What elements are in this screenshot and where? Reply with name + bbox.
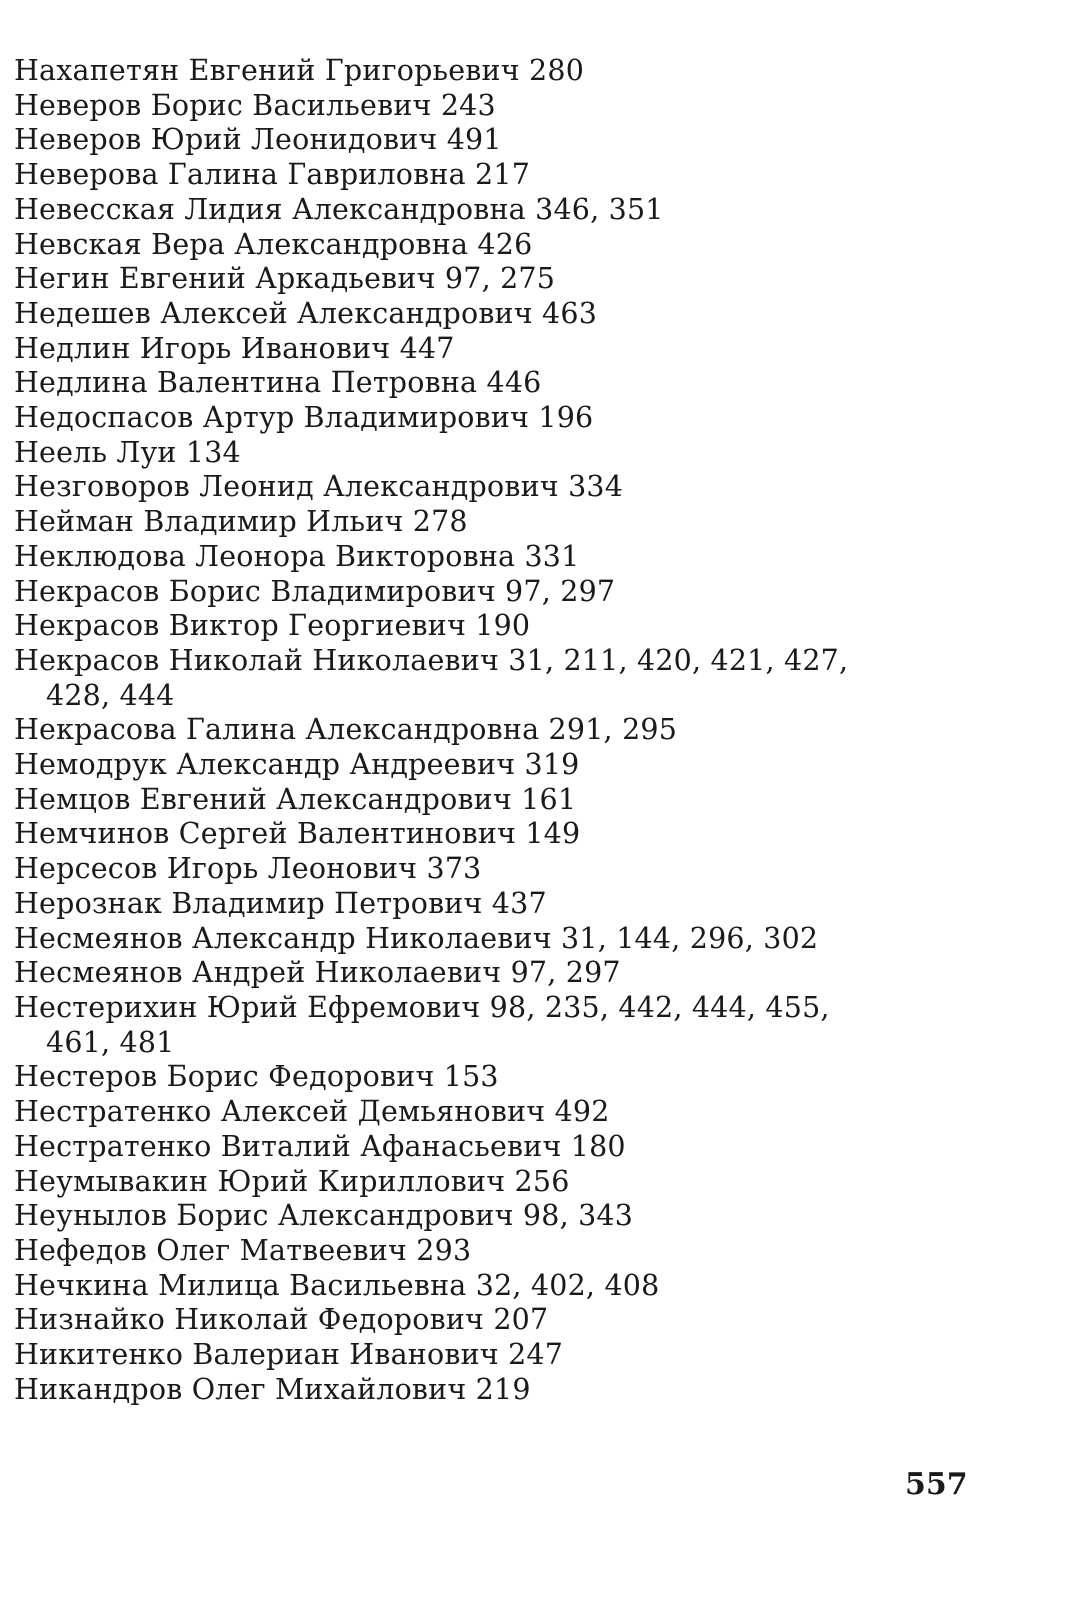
index-entry: Нечкина Милица Васильевна 32, 402, 408 xyxy=(14,1268,660,1302)
index-entry: Невесская Лидия Александровна 346, 351 xyxy=(14,192,664,226)
index-entry: Нестерихин Юрий Ефремович 98, 235, 442, 444, 455, xyxy=(14,990,830,1024)
index-entry-continuation: 428, 444 xyxy=(46,678,175,712)
index-entry: Негин Евгений Аркадьевич 97, 275 xyxy=(14,262,556,296)
index-entry: Недоспасов Артур Владимирович 196 xyxy=(14,401,594,435)
index-entry: Недешев Алексей Александрович 463 xyxy=(14,296,598,330)
index-entry: Недлина Валентина Петровна 446 xyxy=(14,366,542,400)
index-entry: Нерознак Владимир Петрович 437 xyxy=(14,886,547,920)
index-entry: Некрасов Виктор Георгиевич 190 xyxy=(14,609,531,643)
index-entry: Нефедов Олег Матвеевич 293 xyxy=(14,1233,472,1267)
index-entry: Нестеров Борис Федорович 153 xyxy=(14,1060,499,1094)
index-entry: Немчинов Сергей Валентинович 149 xyxy=(14,817,581,851)
index-entry: Недлин Игорь Иванович 447 xyxy=(14,331,455,365)
index-entry: Неверов Борис Васильевич 243 xyxy=(14,88,496,122)
index-entry: Неумывакин Юрий Кириллович 256 xyxy=(14,1164,570,1198)
index-entry: Нестратенко Алексей Демьянович 492 xyxy=(14,1095,610,1129)
index-entry: Нестратенко Виталий Афанасьевич 180 xyxy=(14,1129,626,1163)
index-entry: Немодрук Александр Андреевич 319 xyxy=(14,748,580,782)
index-entry: Низнайко Николай Федорович 207 xyxy=(14,1303,549,1337)
index-entry: Неунылов Борис Александрович 98, 343 xyxy=(14,1199,634,1233)
index-entry: Некрасов Борис Владимирович 97, 297 xyxy=(14,574,616,608)
index-entry: Неклюдова Леонора Викторовна 331 xyxy=(14,539,580,573)
index-entry: Немцов Евгений Александрович 161 xyxy=(14,782,577,816)
index-entry: Никандров Олег Михайлович 219 xyxy=(14,1372,531,1406)
index-entry: Неверов Юрий Леонидович 491 xyxy=(14,123,502,157)
index-entry: Несмеянов Андрей Николаевич 97, 297 xyxy=(14,956,621,990)
index-entry: Несмеянов Александр Николаевич 31, 144, 296, 302 xyxy=(14,921,819,955)
index-entry: Незговоров Леонид Александрович 334 xyxy=(14,470,624,504)
index-entry: Невская Вера Александровна 426 xyxy=(14,227,533,261)
index-entry: Никитенко Валериан Иванович 247 xyxy=(14,1338,564,1372)
name-index-list xyxy=(14,54,1014,1407)
index-entry: Неель Луи 134 xyxy=(14,435,241,469)
index-entry: Некрасов Николай Николаевич 31, 211, 420, 421, 427, xyxy=(14,643,849,677)
index-entry: Нейман Владимир Ильич 278 xyxy=(14,505,468,539)
page-number: 557 xyxy=(905,1467,968,1502)
index-entry-continuation: 461, 481 xyxy=(46,1025,175,1059)
index-entry: Нерсесов Игорь Леонович 373 xyxy=(14,852,482,886)
index-entry: Неверова Галина Гавриловна 217 xyxy=(14,158,531,192)
index-entry: Некрасова Галина Александровна 291, 295 xyxy=(14,713,678,747)
index-entry: Нахапетян Евгений Григорьевич 280 xyxy=(14,54,585,87)
